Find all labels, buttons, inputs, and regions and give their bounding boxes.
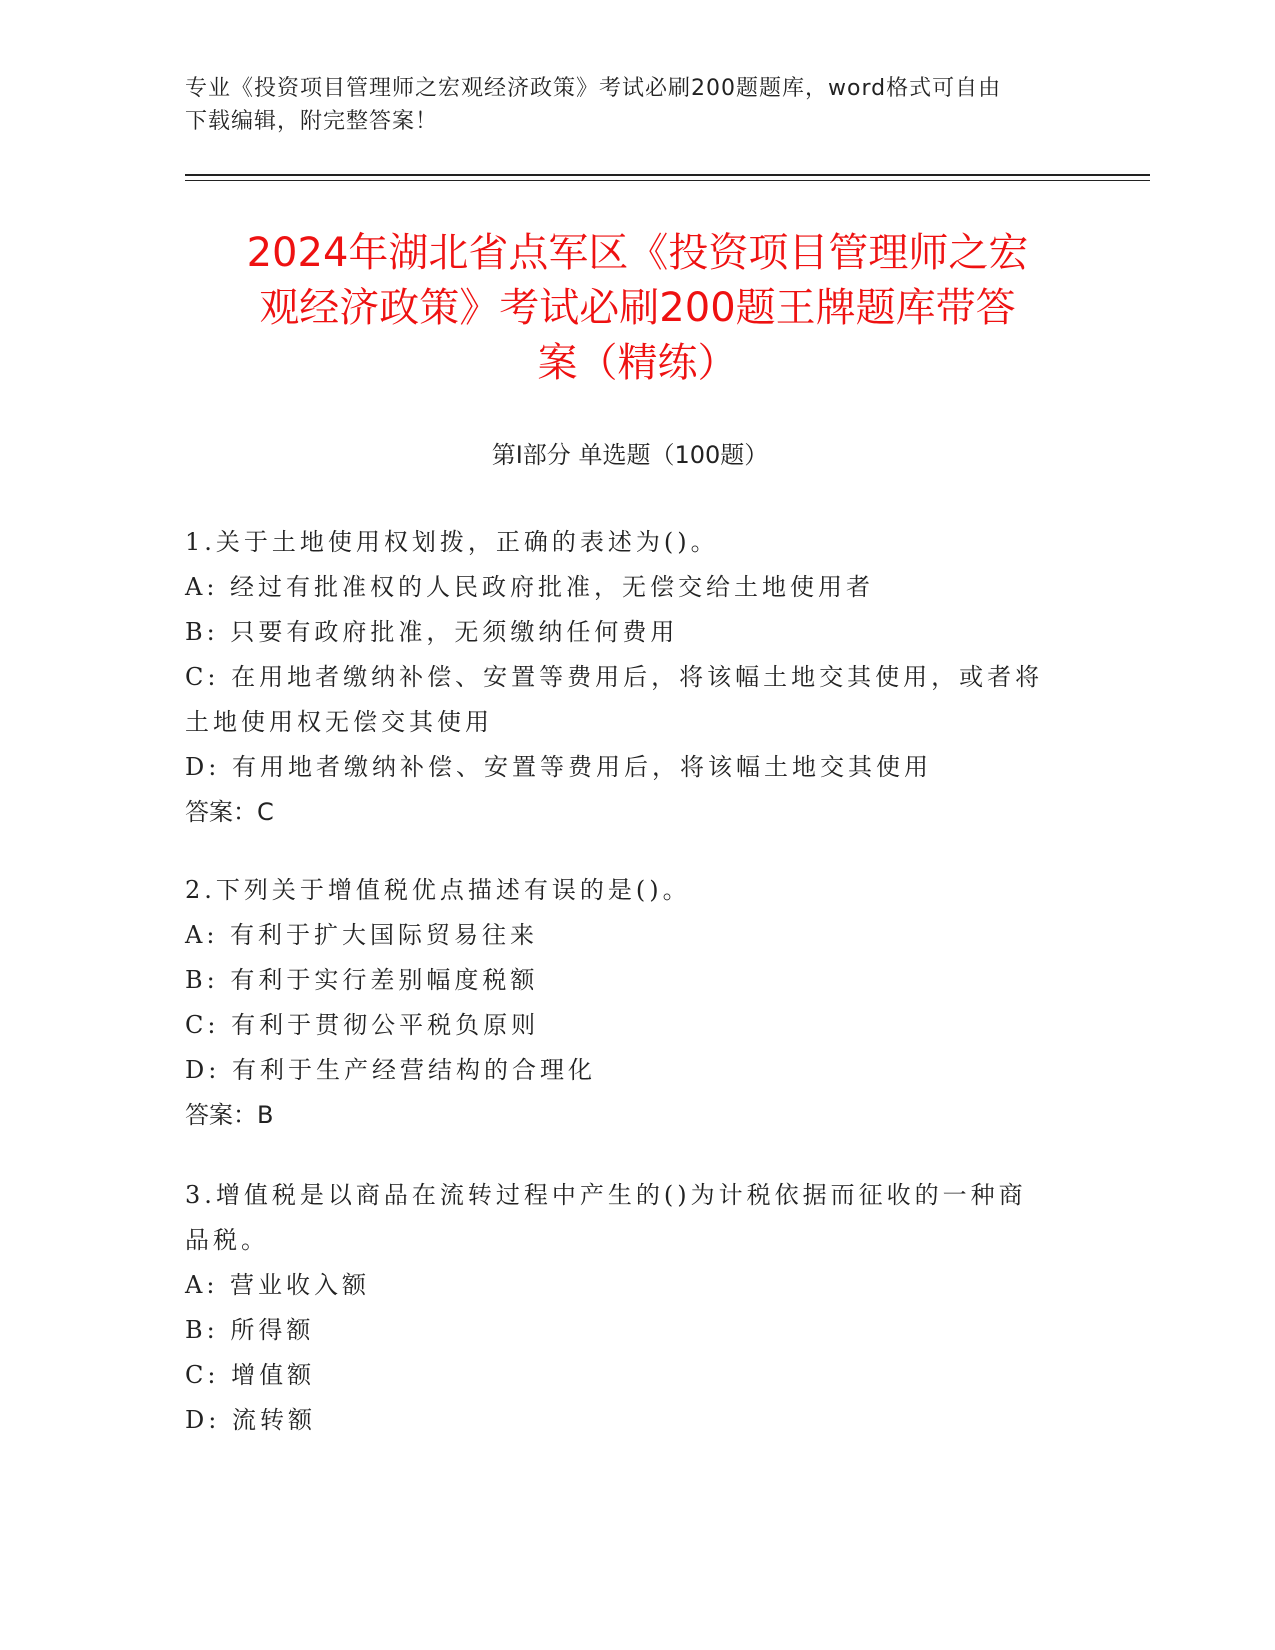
question-stem: 2.下列关于增值税优点描述有误的是()。 (185, 876, 691, 904)
option-c: C: 有利于贯彻公平税负原则 (185, 1011, 540, 1039)
option-b: B: 只要有政府批准，无须缴纳任何费用 (185, 618, 679, 646)
intro-text (185, 72, 1075, 138)
answer: 答案：B (185, 1101, 274, 1129)
header-divider-thick (185, 174, 1150, 176)
question-1 (185, 520, 1070, 835)
title-line-1: 2024年湖北省点军区《投资项目管理师之宏 (246, 230, 1029, 276)
option-d: D: 流转额 (185, 1406, 316, 1434)
option-b: B: 所得额 (185, 1316, 315, 1344)
option-a: A: 有利于扩大国际贸易往来 (185, 921, 539, 949)
title-line-3: 案（精练） (537, 340, 738, 386)
option-c: C: 增值额 (185, 1361, 316, 1389)
intro-line-1: 专业《投资项目管理师之宏观经济政策》考试必刷200题题库，word格式可自由 (185, 76, 1002, 101)
option-a: A: 经过有批准权的人民政府批准，无偿交给土地使用者 (185, 573, 875, 601)
option-a: A: 营业收入额 (185, 1271, 371, 1299)
option-c-continued: 土地使用权无偿交其使用 (185, 708, 493, 736)
header-divider-thin (185, 180, 1150, 181)
question-stem-continued: 品税。 (185, 1226, 269, 1254)
question-3 (185, 1173, 1070, 1443)
answer: 答案：C (185, 798, 274, 826)
question-stem: 1.关于土地使用权划拨，正确的表述为()。 (185, 528, 719, 556)
option-d: D: 有用地者缴纳补偿、安置等费用后，将该幅土地交其使用 (185, 753, 932, 781)
section-heading: 第I部分 单选题（100题） (491, 441, 769, 469)
intro-line-2: 下载编辑，附完整答案！ (185, 109, 439, 134)
question-stem: 3.增值税是以商品在流转过程中产生的()为计税依据而征收的一种商 (185, 1181, 1027, 1209)
option-d: D: 有利于生产经营结构的合理化 (185, 1056, 596, 1084)
document-title (150, 226, 1125, 391)
question-2 (185, 868, 1070, 1138)
option-b: B: 有利于实行差别幅度税额 (185, 966, 539, 994)
option-c: C: 在用地者缴纳补偿、安置等费用后，将该幅土地交其使用，或者将 (185, 663, 1044, 691)
title-line-2: 观经济政策》考试必刷200题王牌题库带答 (259, 285, 1016, 331)
